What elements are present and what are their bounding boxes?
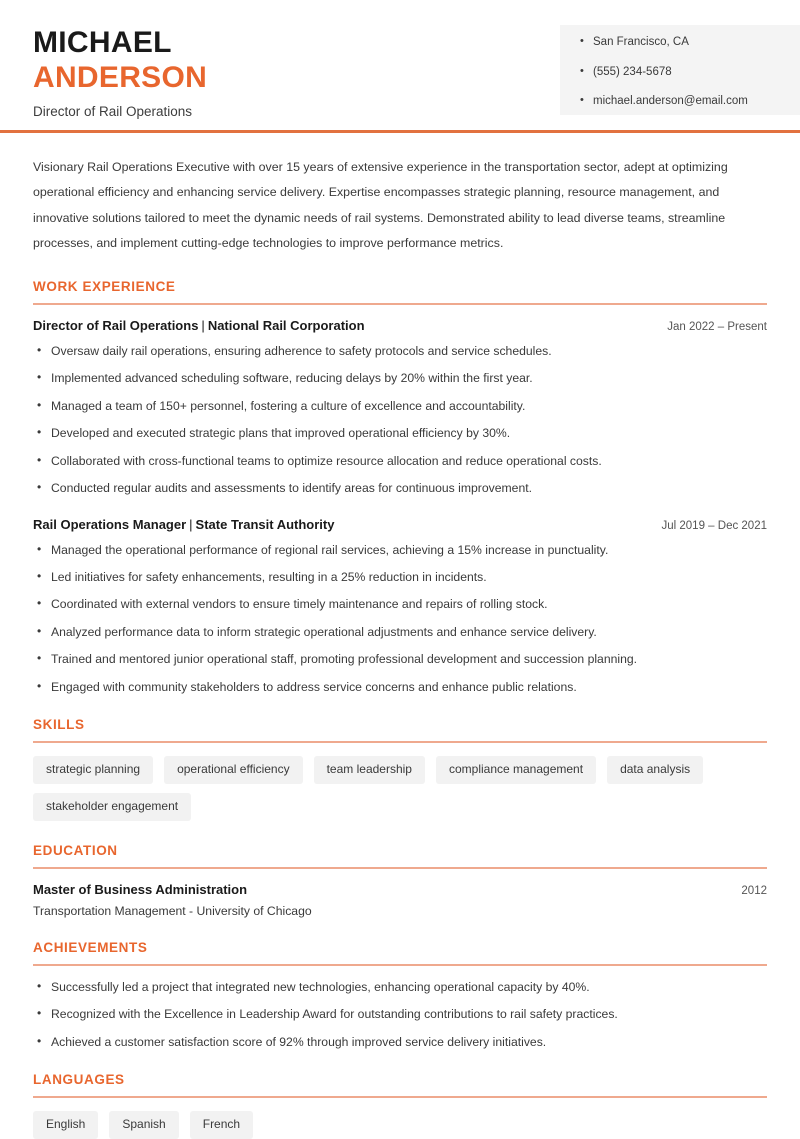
section-divider: [33, 867, 767, 869]
experience-entry: [33, 517, 767, 696]
experience-bullets: [33, 343, 767, 497]
list-item: • Collaborated with cross-functional teams to optimize resource allocation and reduce operational costs.: [33, 453, 767, 469]
contact-list: [580, 37, 800, 108]
section-languages: [33, 1072, 767, 1139]
section-title-languages: LANGUAGES: [33, 1072, 125, 1088]
experience-heading: [33, 318, 365, 333]
experience-separator: |: [189, 516, 193, 532]
skill-chip: team leadership: [314, 756, 425, 784]
list-item: • Led initiatives for safety enhancements, resulting in a 25% reduction in incidents.: [33, 569, 767, 585]
experience-dates: Jul 2019 – Dec 2021: [661, 519, 767, 532]
first-name: MICHAEL: [33, 26, 172, 59]
section-title-education: EDUCATION: [33, 842, 118, 858]
list-item: • Successfully led a project that integrated new technologies, enhancing operational capacity by 40%.: [33, 979, 767, 995]
skill-chip: compliance management: [436, 756, 596, 784]
experience-role: Director of Rail Operations: [33, 317, 199, 333]
list-item: • Trained and mentored junior operational staff, promoting professional development and succession planning.: [33, 651, 767, 667]
contact-location: • San Francisco, CA: [580, 37, 800, 49]
name-block: [33, 26, 207, 119]
professional-summary: Visionary Rail Operations Executive with over 15 years of extensive experience in the transportation sector, adept at optimizing operational efficiency and enhancing service delivery. Expertise encompasses strategic planning, resource management, and innovative solutions tailored to meet the dynamic needs of rail systems. Demonstrated ability to lead diverse teams, streamline processes, and implement cutting-edge technologies to improve performance metrics.: [33, 160, 728, 251]
contact-box: [560, 25, 800, 115]
experience-entry-head: [33, 318, 767, 333]
list-item: • Achieved a customer satisfaction score of 92% through improved service delivery initiatives.: [33, 1034, 767, 1050]
experience-company: State Transit Authority: [195, 516, 335, 532]
contact-email[interactable]: • michael.anderson@email.com: [580, 96, 800, 108]
list-item: • Developed and executed strategic plans that improved operational efficiency by 30%.: [33, 425, 767, 441]
education-detail: Transportation Management - University of Chicago: [33, 903, 312, 918]
languages-chip-list: [33, 1111, 767, 1139]
list-item: • Oversaw daily rail operations, ensuring adherence to safety protocols and service schedules.: [33, 343, 767, 359]
section-divider: [33, 303, 767, 305]
experience-heading: [33, 517, 334, 532]
list-item: • Implemented advanced scheduling software, reducing delays by 20% within the first year.: [33, 370, 767, 386]
section-achievements: [33, 940, 767, 1050]
list-item: • Conducted regular audits and assessments to identify areas for continuous improvement.: [33, 480, 767, 496]
section-title-achievements: ACHIEVEMENTS: [33, 939, 148, 955]
section-divider: [33, 1096, 767, 1098]
language-chip: Spanish: [109, 1111, 178, 1139]
experience-company: National Rail Corporation: [207, 317, 365, 333]
resume-body: [0, 155, 800, 1139]
resume-header: [0, 0, 800, 133]
experience-separator: |: [201, 317, 205, 333]
skill-chip: operational efficiency: [164, 756, 303, 784]
section-work-experience: [33, 279, 767, 696]
experience-role: Rail Operations Manager: [33, 516, 187, 532]
skill-chip: data analysis: [607, 756, 703, 784]
education-year: 2012: [741, 884, 767, 897]
section-title-experience: WORK EXPERIENCE: [33, 278, 176, 294]
experience-entry-head: [33, 517, 767, 532]
education-entry: [33, 882, 767, 918]
last-name: ANDERSON: [33, 60, 208, 94]
section-skills: [33, 717, 767, 821]
section-divider: [33, 964, 767, 966]
skill-chip: strategic planning: [33, 756, 153, 784]
list-item: • Analyzed performance data to inform strategic operational adjustments and enhance service delivery.: [33, 624, 767, 640]
skill-chip: stakeholder engagement: [33, 793, 191, 821]
language-chip: English: [33, 1111, 98, 1139]
experience-bullets: [33, 542, 767, 696]
list-item: • Managed a team of 150+ personnel, fostering a culture of excellence and accountability.: [33, 398, 767, 414]
experience-entry: [33, 318, 767, 497]
achievements-list: [33, 979, 767, 1050]
list-item: • Coordinated with external vendors to ensure timely maintenance and repairs of rolling stock.: [33, 596, 767, 612]
education-degree: Master of Business Administration: [33, 881, 248, 897]
section-divider: [33, 741, 767, 743]
education-entry-head: [33, 882, 767, 897]
section-education: [33, 843, 767, 918]
contact-phone[interactable]: • (555) 234-5678: [580, 67, 800, 79]
skills-chip-list: [33, 756, 767, 821]
language-chip: French: [190, 1111, 253, 1139]
list-item: • Managed the operational performance of regional rail services, achieving a 15% increase in punctuality.: [33, 542, 767, 558]
section-title-skills: SKILLS: [33, 717, 85, 733]
header-job-title: Director of Rail Operations: [33, 104, 193, 119]
list-item: • Recognized with the Excellence in Leadership Award for outstanding contributions to rail safety practices.: [33, 1006, 767, 1022]
experience-dates: Jan 2022 – Present: [667, 320, 767, 333]
list-item: • Engaged with community stakeholders to address service concerns and enhance public relations.: [33, 679, 767, 695]
